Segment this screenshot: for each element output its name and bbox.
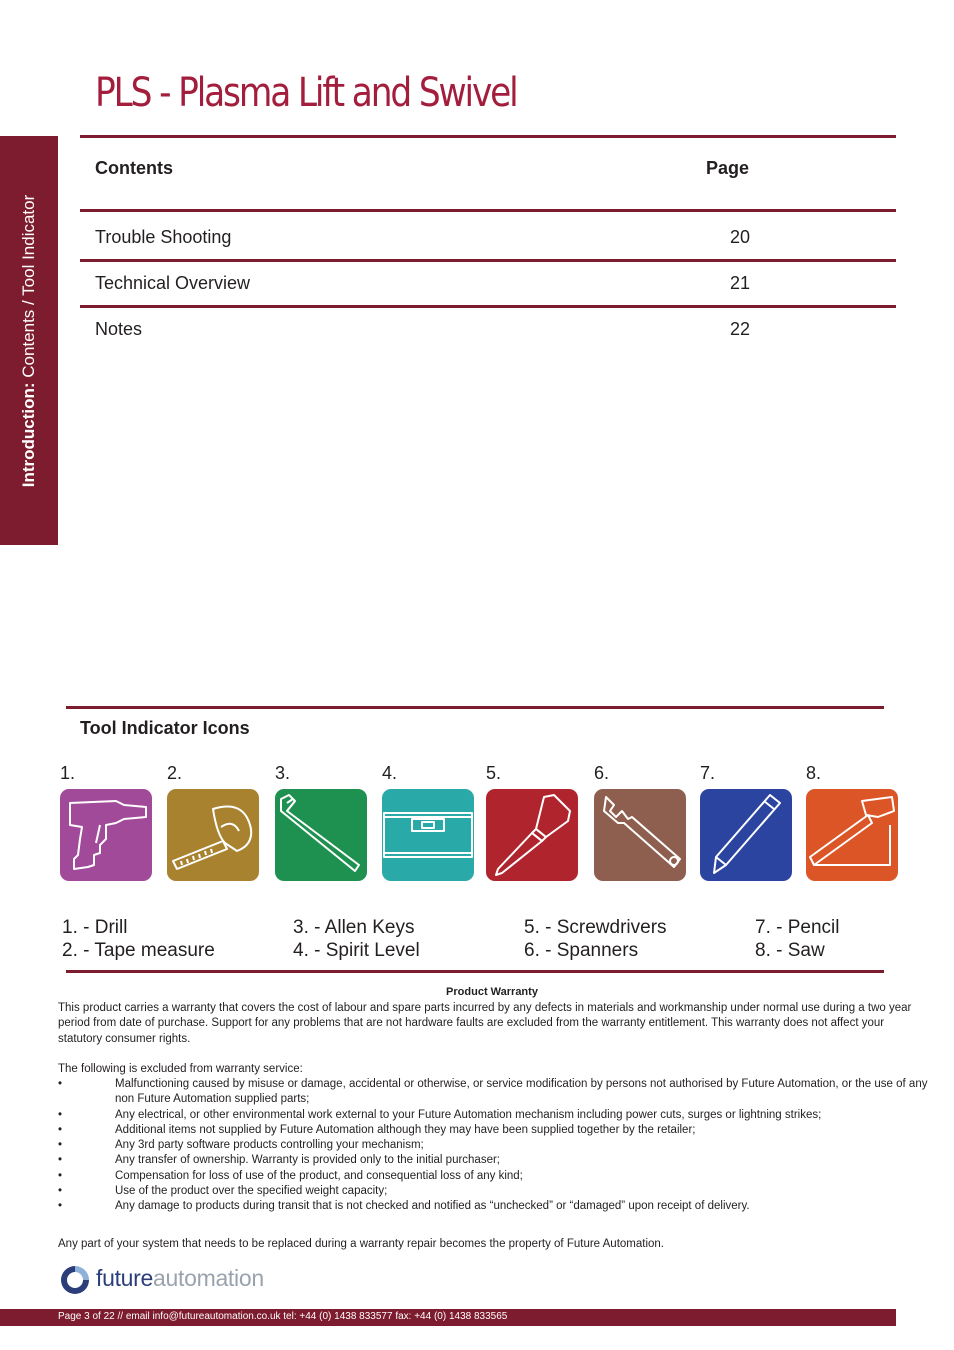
logo-wordmark: futureautomation (96, 1265, 264, 1291)
warranty-heading: Product Warranty (446, 986, 538, 998)
tool-number: 2. (167, 763, 183, 783)
tools-heading: Tool Indicator Icons (80, 718, 250, 738)
side-tab-label-bold: Introduction: (19, 381, 38, 487)
toc-item-label: Notes (95, 319, 143, 339)
toc-row-rule (80, 305, 896, 308)
warranty-exclusions-list (58, 1077, 928, 1215)
tools-top-rule (66, 706, 884, 709)
tool-number: 8. (806, 763, 822, 783)
toc-item-label: Trouble Shooting (95, 227, 232, 247)
list-item: • Any transfer of ownership. Warranty is provided only to the initial purchaser; (58, 1153, 928, 1168)
drill-icon (60, 789, 152, 881)
list-item: • Use of the product over the specified weight capacity; (58, 1184, 928, 1199)
toc-item-page: 21 (730, 273, 751, 293)
tool-legend-item: 3. - Allen Keys (293, 917, 415, 938)
section-side-tab (0, 136, 58, 545)
tool-legend-column (524, 916, 667, 962)
tool-legend-item: 1. - Drill (62, 917, 128, 938)
logo-swirl-icon (58, 1263, 92, 1297)
bullet: • (58, 1154, 63, 1167)
tools-bottom-rule (66, 970, 884, 973)
list-item: • Additional items not supplied by Future Automation although they may have been supplied together by the retailer; (58, 1123, 928, 1138)
warranty-closing: Any part of your system that needs to be replaced during a warranty repair becomes the property of Future Automation. (58, 1238, 664, 1250)
side-tab-label (19, 194, 39, 487)
footer-text: Page 3 of 22 // email info@futureautomation.co.uk tel: +44 (0) 1438 833577 fax: +44 (0) 1438 833565 (58, 1311, 508, 1322)
tool-legend-item: 7. - Pencil (755, 917, 840, 938)
bullet: • (58, 1169, 63, 1182)
contents-page-heading: Page (706, 158, 750, 178)
tool-number: 5. (486, 763, 502, 783)
contents-header-rule (80, 209, 896, 212)
spanner-icon (594, 789, 686, 881)
page-title: PLS - Plasma Lift and Swivel (95, 70, 517, 116)
tool-number: 3. (275, 763, 291, 783)
bullet: • (58, 1185, 63, 1198)
tool-legend-item: 4. - Spirit Level (293, 940, 420, 961)
bullet: • (58, 1123, 63, 1136)
warranty-excluded-intro: The following is excluded from warranty service: (58, 1063, 303, 1075)
tool-number: 4. (382, 763, 398, 783)
tool-number: 6. (594, 763, 610, 783)
side-tab-label-normal: Contents / Tool Indicator (19, 194, 38, 382)
toc-row-rule (80, 259, 896, 262)
list-item: • Any damage to products during transit that is not checked and notified as “unchecked” or “damaged” upon receipt of delivery. (58, 1199, 928, 1214)
tool-legend-column (293, 916, 420, 962)
list-item: • Compensation for loss of use of the product, and consequential loss of any kind; (58, 1169, 928, 1184)
toc-item-page: 22 (730, 319, 751, 339)
saw-icon (806, 789, 898, 881)
tool-legend-column (755, 916, 839, 962)
tool-number: 7. (700, 763, 716, 783)
tool-legend-item: 5. - Screwdrivers (524, 917, 667, 938)
pencil-icon (700, 789, 792, 881)
company-logo (58, 1263, 264, 1297)
bullet: • (58, 1139, 63, 1152)
contents-top-rule (80, 135, 896, 138)
contents-heading: Contents (95, 158, 173, 178)
tape-measure-icon (167, 789, 259, 881)
tool-legend-item: 8. - Saw (755, 940, 825, 961)
tool-number: 1. (60, 763, 76, 783)
list-item: • Any 3rd party software products controlling your mechanism; (58, 1138, 928, 1153)
allen-keys-icon (275, 789, 367, 881)
list-item: • Malfunctioning caused by misuse or damage, accidental or otherwise, or service modification by persons not authorised by Future Automation, or the use of any non Future Automation supplied parts; (58, 1078, 928, 1106)
bullet: • (58, 1078, 63, 1090)
bullet: • (58, 1108, 63, 1121)
warranty-intro: This product carries a warranty that covers the cost of labour and spare parts incurred by any defects in materials and workmanship under normal use during a two year period from date of purchase. Support for any problems that are not hardware faults are excluded from the warranty entitlement. This warranty does not affect your statutory consumer rights. (58, 1002, 912, 1045)
list-item: • Any electrical, or other environmental work external to your Future Automation mechanism including power cuts, surges or lightning strikes; (58, 1108, 928, 1123)
tool-legend-item: 2. - Tape measure (62, 940, 215, 961)
toc-item-label: Technical Overview (95, 273, 251, 293)
spirit-level-icon (382, 789, 474, 881)
toc-item-page: 20 (730, 227, 751, 247)
bullet: • (58, 1200, 63, 1213)
tool-legend-item: 6. - Spanners (524, 940, 639, 961)
tool-legend-column (62, 916, 215, 962)
screwdriver-icon (486, 789, 578, 881)
